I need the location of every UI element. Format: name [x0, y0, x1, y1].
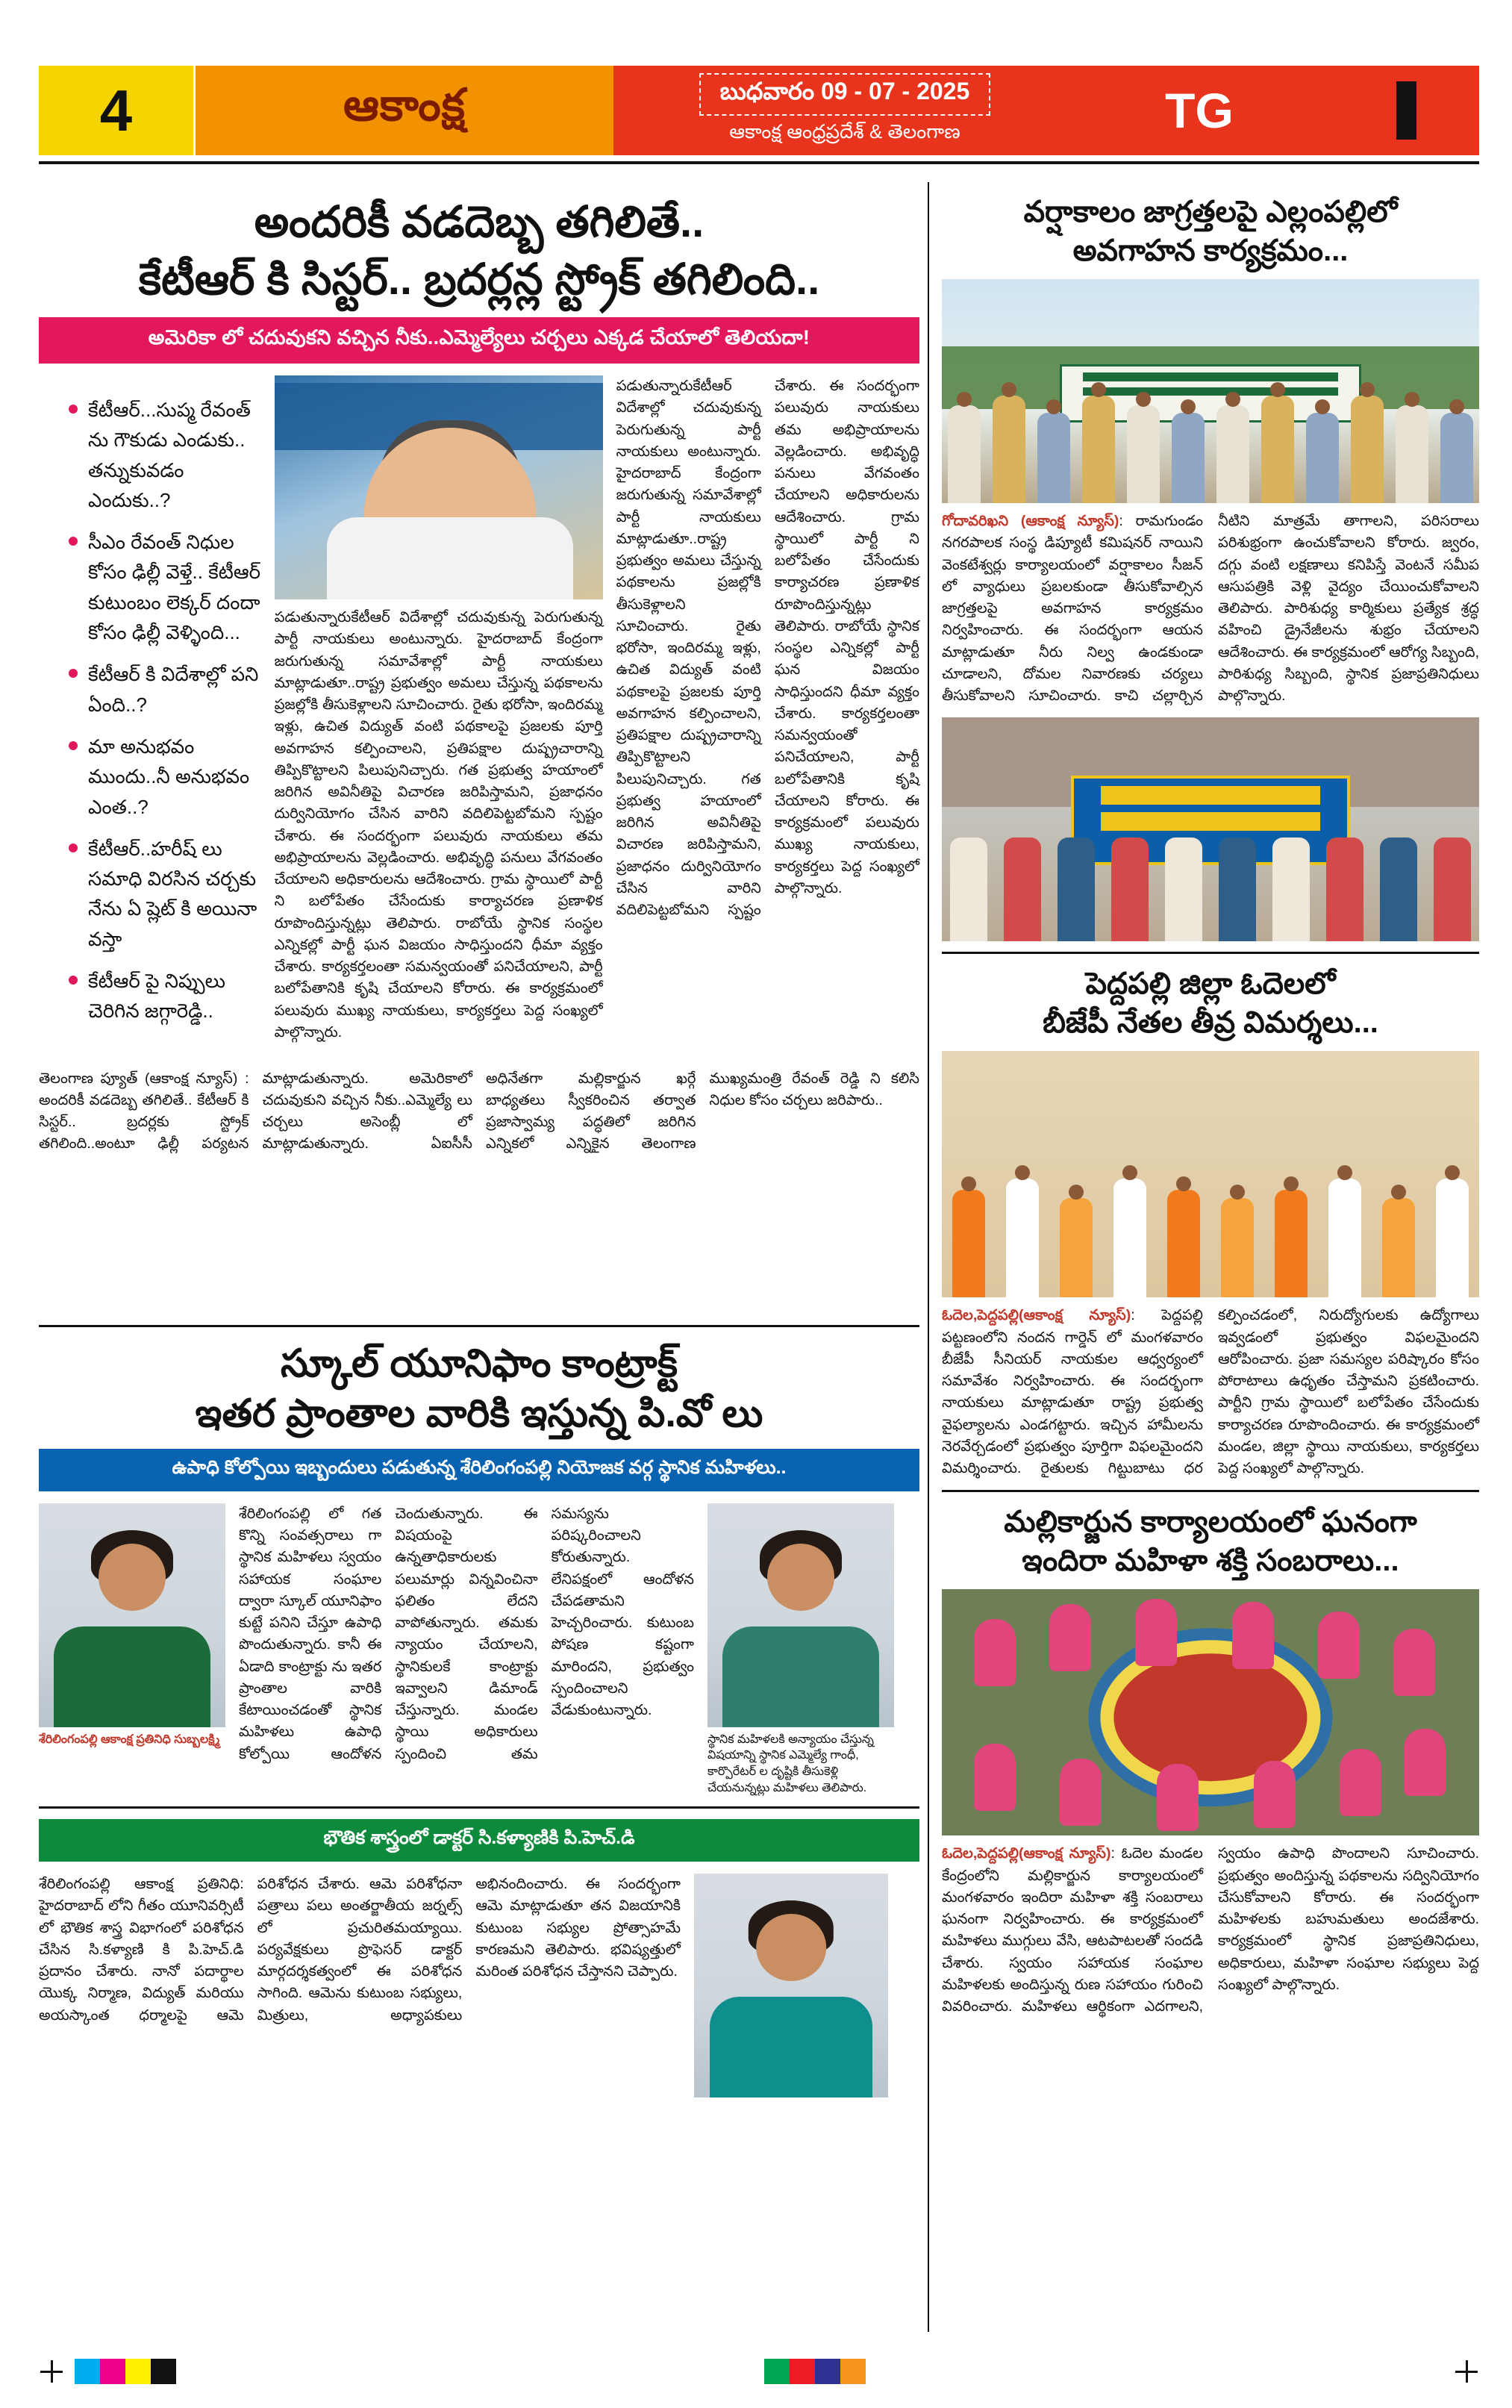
story2-body: శేరిలింగంపల్లి లో గత కొన్ని సంవత్సరాలు గా స్థానిక మహిళలు స్వయం సహాయక సంఘాల ద్వారా స్కూల్ యూనిఫాం కుట్టే పనిని చేస్తూ ఉపాధి పొందుతున్నారు. కానీ ఈ ఏడాది కాంట్రాక్టు ను ఇతర ప్రాంతాల వారికి కేటాయించడంతో స్థానిక మహిళలు ఉపాధి కోల్పోయి ఆందోళన చెందుతున్నారు. ఈ విషయంపై ఉన్నతాధికారులకు పలుమార్లు విన్నవించినా ఫలితం లేదని వాపోతున్నారు. తమకు న్యాయం చేయాలని, స్థానికులకే కాంట్రాక్టు ఇవ్వాలని డిమాండ్ చేస్తున్నారు. మండల స్థాయి అధికారులు స్పందించి తమ సమస్యను పరిష్కరించాలని కోరుతున్నారు. లేనిపక్షంలో ఆందోళన చేపడతామని హెచ్చరించారు. కుటుంబ పోషణ కష్టంగా మారిందని, ప్రభుత్వం స్పందించాలని వేడుకుంటున్నారు.: [239, 1505, 694, 1762]
story2-kicker: ఉపాధి కోల్పోయి ఇబ్బందులు పడుతున్న శేరిలింగంపల్లి నియోజక వర్గ స్థానిక మహిళలు..: [39, 1449, 919, 1491]
section-rule-2: [39, 1806, 919, 1809]
story2-photo2-caption: స్థానిక మహిళలకి అన్యాయం చేస్తున్న విషయాన్ని స్థానిక ఎమ్మెల్యే గాంధీ, కార్పొరేటర్ ల దృష్టికి తీసుకెళ్లి చేయనున్నట్లు మహిళలు తెలిపారు.: [707, 1732, 874, 1794]
story3-body: శేరిలింగంపల్లి ఆకాంక్ష ప్రతినిధి: హైదరాబాద్ లోని గీతం యూనివర్సిటీ లో భౌతిక శాస్త్ర విభాగంలో పరిశోధన చేసిన సి.కళ్యాణి కి పి.హెచ్.డి ప్రదానం చేశారు. నానో పదార్థాల యొక్క నిర్మాణ, విద్యుత్ మరియు అయస్కాంత ధర్మాలపై ఆమె పరిశోధన చేశారు. ఆమె పరిశోధనా పత్రాలు పలు అంతర్జాతీయ జర్నల్స్ లో ప్రచురితమయ్యాయి. పర్యవేక్షకులు ప్రొఫెసర్ డాక్టర్ మార్గదర్శకత్వంలో ఈ పరిశోధన సాగింది. ఆమెను కుటుంబ సభ్యులు, మిత్రులు, అధ్యాపకులు అభినందించారు. ఈ సందర్భంగా ఆమె మాట్లాడుతూ తన విజయానికి కుటుంబ సభ్యుల ప్రోత్సాహమే కారణమని తెలిపారు. భవిష్యత్తులో మరింత పరిశోధన చేస్తానని చెప్పారు.: [39, 1876, 681, 2024]
lead-story-top: [39, 375, 919, 1058]
list-item: సీఎం రేవంత్ నిధుల కోసం ఢిల్లీ వెళ్తే.. కేటీఆర్ కుటుంబం లెక్కర్ దందా కోసం ఢిల్లీ వెళ్ళింది...: [69, 527, 261, 647]
print-registration-bar: [39, 2354, 1479, 2389]
right-story-3-credit: ఓదెల,పెద్దపల్లి(ఆకాంక్ష న్యూస్): [942, 1845, 1111, 1862]
plantation-group-photo: [942, 279, 1479, 503]
lead-kicker: అమెరికా లో చదువుకని వచ్చిన నీకు..ఎమ్మెల్యేలు చర్చలు ఎక్కడ చేయాలో తెలియదా!: [39, 317, 919, 364]
right-story-3-headline-line2: ఇందిరా మహిళా శక్తి సంబరాలు...: [1022, 1544, 1399, 1578]
story2-photo1-caption: [39, 1732, 225, 1748]
right-story-2-body: [942, 1305, 1479, 1479]
woman-portrait-photo-2: [707, 1503, 894, 1727]
lead-body-lower: తెలంగాణ ప్యూత్ (ఆకాంక్ష న్యూస్) : అందరికీ వడదెబ్బ తగిలితే.. కేటీఆర్ కి సిస్టర్.. బ్రదర్లకు స్ట్రోక్ తగిలింది..అంటూ ఢిల్లీ పర్యటన మాట్లాడుతున్నారు. అమెరికాలో చదువుకుని వచ్చిన నీకు..ఎమ్మెల్యే లు చర్చలు అసెంబ్లీ లో మాట్లాడుతున్నారు. ఏఐసీసీ అధినేతగా మల్లికార్జున ఖర్గే బాధ్యతలు స్వీకరించిన తర్వాత ప్రజాస్వామ్య పద్ధతిలో జరిగిన ఎన్నికలో ఎన్నికైన తెలంగాణ ముఖ్యమంత్రి రేవంత్ రెడ్డి ని కలిసి నిధుల కోసం చర్చలు జరిపారు..: [39, 1070, 919, 1152]
registration-mark-icon: [39, 2359, 64, 2384]
right-story-2-headline-line2: బీజేపీ నేతల తీవ్ర విమర్శలు...: [1043, 1006, 1378, 1040]
edition-line: ఆకాంక్ష ఆంధ్రప్రదేశ్ & తెలంగాణ: [729, 120, 960, 143]
registration-mark-icon-right: [1454, 2359, 1479, 2384]
bjp-leaders-photo: [942, 1051, 1479, 1297]
publication-logo: ఆకాంక్ష: [196, 66, 613, 155]
story2-content: [39, 1503, 919, 1796]
color-swatches-mid: [764, 2359, 866, 2384]
right-column: [942, 182, 1479, 2018]
lead-body-right: పడుతున్నారుకేటీఆర్ విదేశాల్లో చదువుకున్న పెరుగుతున్న పార్టీ నాయకులు అంటున్నారు. హైదరాబాద్ కేంద్రంగా జరుగుతున్న సమావేశాల్లో పార్టీ నాయకులు మాట్లాడుతూ..రాష్ట్ర ప్రభుత్వం అమలు చేస్తున్న పథకాలను ప్రజల్లోకి తీసుకెళ్లాలని సూచించారు. రైతు భరోసా, ఇందిరమ్మ ఇళ్లు, ఉచిత విద్యుత్ వంటి పథకాలపై ప్రజలకు పూర్తి అవగాహన కల్పించాలని, ప్రతిపక్షాల దుష్ప్రచారాన్ని తిప్పికొట్టాలని పిలుపునిచ్చారు. గత ప్రభుత్వ హయాంలో జరిగిన అవినీతిపై విచారణ జరిపిస్తామని, ప్రజాధనం దుర్వినియోగం చేసిన వారిని వదిలిపెట్టబోమని స్పష్టం చేశారు. ఈ సందర్భంగా పలువురు నాయకులు తమ అభిప్రాయాలను వెల్లడించారు. అభివృద్ధి పనులు వేగవంతం చేయాలని అధికారులను ఆదేశించారు. గ్రామ స్థాయిలో పార్టీ ని బలోపేతం చేసేందుకు కార్యాచరణ ప్రణాళిక రూపొందిస్తున్నట్లు తెలిపారు. రాబోయే స్థానిక సంస్థల ఎన్నికల్లో పార్టీ ఘన విజయం సాధిస్తుందని ధీమా వ్యక్తం చేశారు. కార్యకర్తలంతా సమన్వయంతో పనిచేయాలని, పార్టీ బలోపేతానికి కృషి చేయాలని కోరారు. ఈ కార్యక్రమంలో పలువురు ముఖ్య నాయకులు, కార్యకర్తలు పెద్ద సంఖ్యలో పాల్గొన్నారు.: [616, 378, 919, 918]
lead-bullet-list: [39, 395, 261, 1038]
right-rule-2: [942, 1490, 1479, 1492]
right-story-1-text: : రామగుండం నగరపాలక సంస్థ డిప్యూటీ కమిషనర్ నాయిని వెంకటేశ్వర్లు కార్యాలయంలో వర్షాకాలం సీజన్ లో వ్యాధులు ప్రబలకుండా తీసుకోవాల్సిన జాగ్రత్తలపై అవగాహన కార్యక్రమం నిర్వహించారు. ఈ సందర్భంగా ఆయన మాట్లాడుతూ నీరు నిల్వ ఉండకుండా చూడాలని, దోమల నివారణకు చర్యలు తీసుకోవాలని సూచించారు. కాచి చల్లార్చిన నీటిని మాత్రమే తాగాలని, పరిసరాలు పరిశుభ్రంగా ఉంచుకోవాలని కోరారు. జ్వరం, దగ్గు వంటి లక్షణాలు కనిపిస్తే వెంటనే సమీప ఆసుపత్రికి వెళ్లి వైద్యం చేయించుకోవాలని తెలిపారు. పారిశుధ్య కార్మికులు ప్రత్యేక శ్రద్ధ వహించి డ్రైనేజీలను శుభ్రం చేయాలని ఆదేశించారు. ఈ కార్యక్రమంలో ఆరోగ్య సిబ్బంది, పారిశుధ్య సిబ్బంది, స్థానిక ప్రజాప్రతినిధులు పాల్గొన్నారు.: [942, 513, 1479, 704]
right-story-1-headline-line1: వర్షాకాలం జాగ్రత్తలపై ఎల్లంపల్లిలో: [1023, 196, 1398, 228]
story3-photo-block: [694, 1874, 888, 2102]
list-item: కేటీఆర్...సుప్మ రేవంత్ ను గౌకుడు ఎండుకు.. తన్నుకువడం ఎందుకు..?: [69, 395, 261, 515]
story2-photo1-credit: శేరిలింగంపల్లి ఆకాంక్ష ప్రతినిధి సుబ్బలక్ష్మి: [39, 1732, 220, 1746]
lead-photo-undertext: పడుతున్నారుకేటీఆర్ విదేశాల్లో చదువుకున్న పెరుగుతున్న పార్టీ నాయకులు అంటున్నారు. హైదరాబాద్ కేంద్రంగా జరుగుతున్న సమావేశాల్లో పార్టీ నాయకులు మాట్లాడుతూ..రాష్ట్ర ప్రభుత్వం అమలు చేస్తున్న పథకాలను ప్రజల్లోకి తీసుకెళ్లాలని సూచించారు. రైతు భరోసా, ఇందిరమ్మ ఇళ్లు, ఉచిత విద్యుత్ వంటి పథకాలపై ప్రజలకు పూర్తి అవగాహన కల్పించాలని, ప్రతిపక్షాల దుష్ప్రచారాన్ని తిప్పికొట్టాలని పిలుపునిచ్చారు. గత ప్రభుత్వ హయాంలో జరిగిన అవినీతిపై విచారణ జరిపిస్తామని, ప్రజాధనం దుర్వినియోగం చేసిన వారిని వదిలిపెట్టబోమని స్పష్టం చేశారు. ఈ సందర్భంగా పలువురు నాయకులు తమ అభిప్రాయాలను వెల్లడించారు. అభివృద్ధి పనులు వేగవంతం చేయాలని అధికారులను ఆదేశించారు. గ్రామ స్థాయిలో పార్టీ ని బలోపేతం చేసేందుకు కార్యాచరణ ప్రణాళిక రూపొందిస్తున్నట్లు తెలిపారు. రాబోయే స్థానిక సంస్థల ఎన్నికల్లో పార్టీ ఘన విజయం సాధిస్తుందని ధీమా వ్యక్తం చేశారు. కార్యకర్తలంతా సమన్వయంతో పనిచేయాలని, పార్టీ బలోపేతానికి కృషి చేయాలని కోరారు. ఈ కార్యక్రమంలో పలువురు ముఖ్య నాయకులు, కార్యకర్తలు పెద్ద సంఖ్యలో పాల్గొన్నారు.: [274, 609, 603, 1041]
list-item: మా అనుభవం ముందు..నీ అనుభవం ఎంత..?: [69, 732, 261, 822]
lead-headline-line2: కేటీఆర్ కి సిస్టర్.. బ్రదర్లన్ల స్ట్రోక్ తగిలింది..: [138, 255, 820, 304]
right-story-3-text: : ఓదెల మండల కేంద్రంలోని మల్లికార్జున కార్యాలయంలో మంగళవారం ఇందిరా మహిళా శక్తి సంబరాలు ఘనంగా నిర్వహించారు. ఈ కార్యక్రమంలో మహిళలు ముగ్గులు వేసి, ఆటపాటలతో సందడి చేశారు. స్వయం సహాయక సంఘాల మహిళలకు అందిస్తున్న రుణ సహాయం గురించి వివరించారు. మహిళలు ఆర్థికంగా ఎదగాలని, స్వయం ఉపాధి పొందాలని సూచించారు. ప్రభుత్వం అందిస్తున్న పథకాలను సద్వినియోగం చేసుకోవాలని కోరారు. ఈ సందర్భంగా మహిళలకు బహుమతులు అందజేశారు. కార్యక్రమంలో స్థానిక ప్రజాప్రతినిధులు, అధికారులు, మహిళా సంఘాల సభ్యులు పెద్ద సంఖ్యలో పాల్గొన్నారు.: [942, 1845, 1479, 2015]
left-column: [39, 182, 919, 2102]
flag-mark: [1322, 66, 1479, 155]
column-divider: [928, 182, 929, 2332]
right-story-2-credit: ఓదెల,పెద్దపల్లి(ఆకాంక్ష న్యూస్): [942, 1307, 1131, 1324]
section-rule-1: [39, 1325, 919, 1327]
lead-photo: [275, 375, 603, 1058]
story2-headline-line1: స్కూల్ యూనిఫాం కాంట్రాక్ట్: [280, 1341, 678, 1385]
right-story-1-credit: గోదావరిఖని (ఆకాంక్ష న్యూస్): [942, 513, 1119, 529]
color-swatches-left: [75, 2359, 176, 2384]
edition-code: TG: [1076, 66, 1322, 155]
right-story-3-headline-line1: మల్లికార్జున కార్యాలయంలో ఘనంగా: [1004, 1506, 1417, 1539]
story2-photo2-block: [707, 1503, 894, 1796]
right-rule-1: [942, 952, 1479, 954]
story2-headline-line2: ఇతర ప్రాంతాల వారికి ఇస్తున్న పి.వో లు: [195, 1392, 763, 1436]
story3-content: [39, 1874, 919, 2102]
lead-headline-line1: అందరికీ వడదెబ్బ తగిలితే..: [254, 198, 705, 246]
list-item: కేటీఆర్ పై నిప్పులు చెరిగిన జగ్గారెడ్డి..: [69, 966, 261, 1026]
list-item: కేటీఆర్ కి విదేశాల్లో పని ఏంది..?: [69, 659, 261, 720]
street-rally-photo: [942, 717, 1479, 941]
woman-portrait-photo-3: [694, 1874, 888, 2097]
politician-speaking-photo: [275, 375, 603, 599]
story3-headline: భౌతిక శాస్త్రంలో డాక్టర్ సి.కళ్యాణికి పి.హెచ్.డి: [39, 1819, 919, 1862]
right-story-1-body: [942, 511, 1479, 707]
woman-portrait-photo-1: [39, 1503, 225, 1727]
right-story-1-headline-line2: అవగాహన కార్యక్రమం...: [1072, 234, 1349, 267]
story2-photo1-block: [39, 1503, 225, 1796]
rangoli-celebration-photo: [942, 1589, 1479, 1835]
masthead: [39, 66, 1479, 155]
right-story-2-text: : పెద్దపల్లి పట్టణంలోని నందన గార్డెన్ లో మంగళవారం బీజేపీ సీనియర్ నాయకుల ఆధ్వర్యంలో సమావేశం నిర్వహించారు. ఈ సందర్భంగా నాయకులు మాట్లాడుతూ రాష్ట్ర ప్రభుత్వ వైఫల్యాలను ఎండగట్టారు. ఇచ్చిన హామీలను నెరవేర్చడంలో ప్రభుత్వం పూర్తిగా విఫలమైందని విమర్శించారు. రైతులకు గిట్టుబాటు ధర కల్పించడంలో, నిరుద్యోగులకు ఉద్యోగాలు ఇవ్వడంలో ప్రభుత్వం విఫలమైందని ఆరోపించారు. ప్రజా సమస్యల పరిష్కారం కోసం పోరాటాలు ఉధృతం చేస్తామని ప్రకటించారు. పార్టీని గ్రామ స్థాయిలో బలోపేతం చేసేందుకు కార్యాచరణ రూపొందించారు. ఈ కార్యక్రమంలో మండల, జిల్లా స్థాయి నాయకులు, కార్యకర్తలు పెద్ద సంఖ్యలో పాల్గొన్నారు.: [942, 1307, 1479, 1476]
right-story-3-body: [942, 1843, 1479, 2018]
masthead-rule: [39, 161, 1479, 164]
issue-date: బుధవారం 09 - 07 - 2025: [699, 73, 991, 116]
date-block: [613, 66, 1076, 155]
right-story-2-headline-line1: పెద్దపల్లి జిల్లా ఓదెలలో: [1085, 967, 1336, 1001]
list-item: కేటీఆర్..హరీష్ లు సమాధి విరసిన చర్చకు నేను ఏ ష్లెట్ కి అయినా వస్తా: [69, 834, 261, 954]
page-number: 4: [39, 66, 196, 155]
